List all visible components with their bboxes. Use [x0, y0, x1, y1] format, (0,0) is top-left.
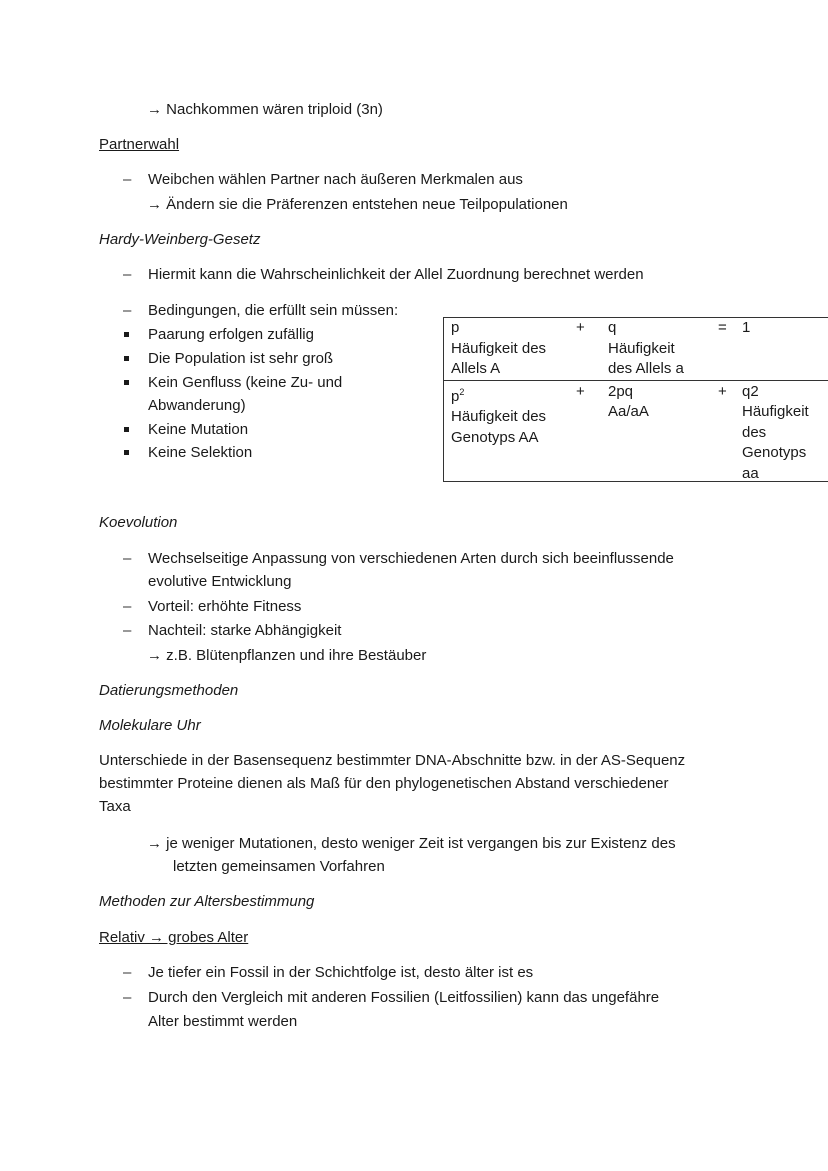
paragraph-line: bestimmter Proteine dienen als Maß für den phylogenetischen Abstand verschiedener [99, 775, 669, 792]
arrow-note: → z.B. Blütenpflanzen und ihre Bestäuber [147, 647, 427, 664]
heading-datierungsmethoden: Datierungsmethoden [99, 682, 239, 699]
square-bullet [124, 380, 129, 385]
arrow-note-continued: letzten gemeinsamen Vorfahren [173, 858, 385, 875]
list-item: Je tiefer ein Fossil in der Schichtfolge ist, desto älter ist es [148, 964, 534, 981]
cell-line: q [608, 319, 617, 336]
dash-bullet: – [123, 550, 132, 567]
paragraph-line: Unterschiede in der Basensequenz bestimmter DNA-Abschnitte bzw. in der AS-Sequenz [99, 752, 686, 769]
condition-item: Keine Mutation [148, 421, 249, 438]
condition-item: Kein Genfluss (keine Zu- und [148, 374, 343, 391]
heading-molekulare-uhr: Molekulare Uhr [99, 717, 201, 734]
cell-line: aa [742, 464, 759, 482]
list-item: Vorteil: erhöhte Fitness [148, 598, 302, 615]
cell-line: Häufigkeit des [451, 339, 547, 357]
list-item: Weibchen wählen Partner nach äußeren Merkmalen aus [148, 171, 523, 188]
condition-item-continued: Abwanderung) [148, 397, 246, 414]
cell-line: Genotyps [742, 444, 807, 461]
cell-line: Aa/aA [608, 403, 649, 420]
table-cell-operator: + [568, 380, 600, 484]
list-item: Durch den Vergleich mit anderen Fossilien (Leitfossilien) kann das ungefähre [148, 989, 660, 1006]
cell-line: Häufigkeit des [451, 408, 547, 425]
condition-item: Keine Selektion [148, 444, 253, 461]
cell-line: Häufigkeit [742, 403, 809, 420]
condition-item: Die Population ist sehr groß [148, 350, 334, 367]
cell-text: p [451, 387, 460, 405]
list-item-continued: evolutive Entwicklung [148, 573, 292, 590]
dash-bullet: – [123, 964, 132, 981]
dash-bullet: – [123, 989, 132, 1006]
table-cell-operator: + [706, 380, 739, 484]
table-cell [443, 317, 568, 380]
cell-line: des Allels a [608, 360, 684, 377]
list-item: Hiermit kann die Wahrscheinlichkeit der Allel Zuordnung berechnet werden [148, 266, 644, 283]
heading-koevolution: Koevolution [99, 514, 178, 531]
square-bullet [124, 450, 129, 455]
arrow-note: → Ändern sie die Präferenzen entstehen neue Teilpopulationen [147, 196, 568, 213]
table-cell [600, 380, 706, 484]
square-bullet [124, 332, 129, 337]
cell-line [451, 382, 568, 408]
list-item-continued: Alter bestimmt werden [148, 1013, 298, 1030]
cell-line: Häufigkeit [608, 339, 675, 357]
table-row [443, 317, 828, 380]
table-cell-operator: + [576, 319, 585, 336]
table-cell [443, 380, 568, 484]
table-cell [739, 380, 828, 484]
list-item: Wechselseitige Anpassung von verschiedenen Arten durch sich beeinflussende [148, 550, 674, 567]
cell-line: des [742, 423, 767, 441]
table-cell [600, 317, 706, 380]
square-bullet [124, 356, 129, 361]
dash-bullet: – [123, 302, 132, 319]
cell-line: Allels A [451, 360, 501, 377]
dash-bullet: – [123, 598, 132, 615]
dash-bullet: – [123, 622, 132, 639]
heading-altersbestimmung: Methoden zur Altersbestimmung [99, 893, 315, 910]
square-bullet [124, 427, 129, 432]
cell-line: p [451, 319, 460, 336]
table-cell [739, 317, 828, 380]
paragraph-line: Taxa [99, 798, 131, 815]
dash-bullet: – [123, 171, 132, 188]
cell-line: 1 [742, 319, 751, 336]
cell-line: Genotyps AA [451, 428, 539, 446]
table-cell-operator: = [718, 319, 727, 336]
heading-hardy-weinberg: Hardy-Weinberg-Gesetz [99, 231, 261, 248]
condition-item: Paarung erfolgen zufällig [148, 326, 314, 343]
heading-relativ: Relativ → grobes Alter [99, 929, 249, 946]
arrow-note: → je weniger Mutationen, desto weniger Zeit ist vergangen bis zur Existenz des [147, 835, 676, 852]
cell-line: q2 [742, 382, 759, 400]
triploid-note: → Nachkommen wären triploid (3n) [147, 101, 383, 118]
list-item: Nachteil: starke Abhängigkeit [148, 622, 342, 639]
heading-partnerwahl: Partnerwahl [99, 136, 180, 153]
superscript: 2 [459, 386, 465, 397]
hardy-weinberg-table [443, 317, 828, 484]
table-row [443, 380, 828, 484]
list-item: Bedingungen, die erfüllt sein müssen: [148, 302, 399, 319]
dash-bullet: – [123, 266, 132, 283]
cell-line: 2pq [608, 382, 634, 400]
